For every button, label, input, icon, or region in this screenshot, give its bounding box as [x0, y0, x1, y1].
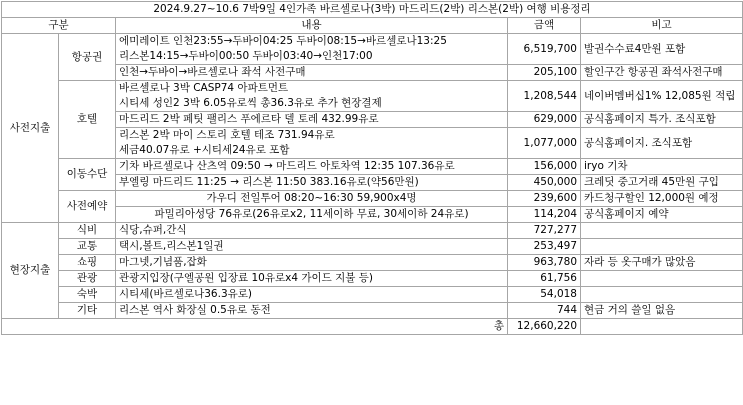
content-line: 리스본 2박 마이 스토리 호텔 테조 731.94유로 [119, 129, 335, 141]
subgroup-traffic[interactable]: 교통 [59, 239, 116, 255]
row-note[interactable] [581, 271, 743, 287]
row-note[interactable] [581, 239, 743, 255]
content-line: 바르셀로나 3박 CASP74 아파트먼트 [119, 82, 289, 94]
row-note[interactable]: 공식홈페이지 예약 [581, 207, 743, 223]
row-amount[interactable]: 61,756 [508, 271, 581, 287]
row-amount[interactable]: 744 [508, 303, 581, 319]
row-amount[interactable]: 450,000 [508, 175, 581, 191]
row-content[interactable]: 관광지입장(구엘공원 입장료 10유로x4 가이드 지불 등) [116, 271, 508, 287]
row-amount[interactable]: 114,204 [508, 207, 581, 223]
row-amount[interactable]: 239,600 [508, 191, 581, 207]
table-row [2, 303, 743, 319]
row-note[interactable]: 할인구간 항공권 좌석사전구매 [581, 65, 743, 81]
row-content[interactable]: 택시,볼트,리스본1일권 [116, 239, 508, 255]
table-row [2, 287, 743, 303]
row-note[interactable]: 현금 거의 쓸일 없음 [581, 303, 743, 319]
table-row [2, 271, 743, 287]
row-content[interactable]: 마드리드 2박 페팃 팰리스 푸에르타 델 토레 432.99유로 [116, 112, 508, 128]
subgroup-shopping[interactable]: 쇼핑 [59, 255, 116, 271]
total-row [2, 319, 743, 335]
header-content[interactable]: 내용 [116, 18, 508, 34]
row-amount[interactable]: 963,780 [508, 255, 581, 271]
subgroup-lodging[interactable]: 숙박 [59, 287, 116, 303]
row-note[interactable]: 카드청구할인 12,000원 예정 [581, 191, 743, 207]
row-content[interactable] [116, 81, 508, 112]
row-note[interactable]: 네이버멤버십1% 12,085원 적립 [581, 81, 743, 112]
subgroup-air[interactable]: 항공권 [59, 34, 116, 81]
row-content[interactable]: 인천→두바이→바르셀로나 좌석 사전구매 [116, 65, 508, 81]
row-content[interactable] [116, 34, 508, 65]
subgroup-sightseeing[interactable]: 관광 [59, 271, 116, 287]
table-row [2, 191, 743, 207]
content-line: 에미레이트 인천23:55→두바이04:25 두바이08:15→바르셀로나13:25 [119, 35, 447, 47]
header-category[interactable]: 구분 [2, 18, 116, 34]
group-onsite[interactable]: 현장지출 [2, 223, 59, 319]
subgroup-hotel[interactable]: 호텔 [59, 81, 116, 159]
header-note[interactable]: 비고 [581, 18, 743, 34]
header-amount[interactable]: 금액 [508, 18, 581, 34]
row-content[interactable]: 시티세(바르셀로나36.3유로) [116, 287, 508, 303]
expense-table [1, 1, 743, 335]
table-row [2, 223, 743, 239]
row-amount[interactable]: 253,497 [508, 239, 581, 255]
table-row [2, 239, 743, 255]
row-amount[interactable]: 629,000 [508, 112, 581, 128]
row-amount[interactable]: 1,208,544 [508, 81, 581, 112]
row-note[interactable]: 발권수수료4만원 포함 [581, 34, 743, 65]
row-amount[interactable]: 1,077,000 [508, 128, 581, 159]
content-line: 세금40.07유로 +시티세24유로 포함 [119, 144, 290, 156]
row-note[interactable]: iryo 기차 [581, 159, 743, 175]
content-line: 시티세 성인2 3박 6.05유로씩 총36.3유로 추가 현장결제 [119, 97, 382, 109]
row-amount[interactable]: 205,100 [508, 65, 581, 81]
group-advance[interactable]: 사전지출 [2, 34, 59, 223]
row-note[interactable] [581, 223, 743, 239]
row-note[interactable]: 공식홈페이지. 조식포함 [581, 128, 743, 159]
row-content[interactable]: 가우디 전일투어 08:20~16:30 59,900x4명 [116, 191, 508, 207]
table-row [2, 255, 743, 271]
row-note[interactable]: 크레딧 중고거래 45만원 구입 [581, 175, 743, 191]
subgroup-etc[interactable]: 기타 [59, 303, 116, 319]
content-line: 리스본14:15→두바이00:50 두바이03:40→인천17:00 [119, 50, 373, 62]
subgroup-reservation[interactable]: 사전예약 [59, 191, 116, 223]
total-amount[interactable]: 12,660,220 [508, 319, 581, 335]
row-amount[interactable]: 727,277 [508, 223, 581, 239]
row-amount[interactable]: 6,519,700 [508, 34, 581, 65]
subgroup-food[interactable]: 식비 [59, 223, 116, 239]
total-note[interactable] [581, 319, 743, 335]
table-row [2, 81, 743, 112]
row-note[interactable]: 자라 등 옷구매가 많았음 [581, 255, 743, 271]
table-row [2, 34, 743, 65]
row-note[interactable] [581, 287, 743, 303]
header-row [2, 18, 743, 34]
row-amount[interactable]: 54,018 [508, 287, 581, 303]
row-note[interactable]: 공식홈페이지 특가. 조식포함 [581, 112, 743, 128]
sheet-title[interactable]: 2024.9.27~10.6 7박9일 4인가족 바르셀로나(3박) 마드리드(2박) 리스본(2박) 여행 비용정리 [2, 2, 743, 18]
row-amount[interactable]: 156,000 [508, 159, 581, 175]
subgroup-transport[interactable]: 이동수단 [59, 159, 116, 191]
row-content[interactable]: 식당,슈퍼,간식 [116, 223, 508, 239]
table-row [2, 159, 743, 175]
row-content[interactable]: 부엘링 마드리드 11:25 → 리스본 11:50 383.16유로(약56만원) [116, 175, 508, 191]
row-content[interactable]: 파밀리아성당 76유로(26유로x2, 11세이하 무료, 30세이하 24유로) [116, 207, 508, 223]
row-content[interactable]: 기차 바르셀로나 산츠역 09:50 → 마드리드 아토차역 12:35 107.36유로 [116, 159, 508, 175]
title-row [2, 2, 743, 18]
row-content[interactable] [116, 128, 508, 159]
total-label[interactable]: 총 [2, 319, 508, 335]
row-content[interactable]: 마그넷,기념품,잡화 [116, 255, 508, 271]
row-content[interactable]: 리스본 역사 화장실 0.5유로 동전 [116, 303, 508, 319]
